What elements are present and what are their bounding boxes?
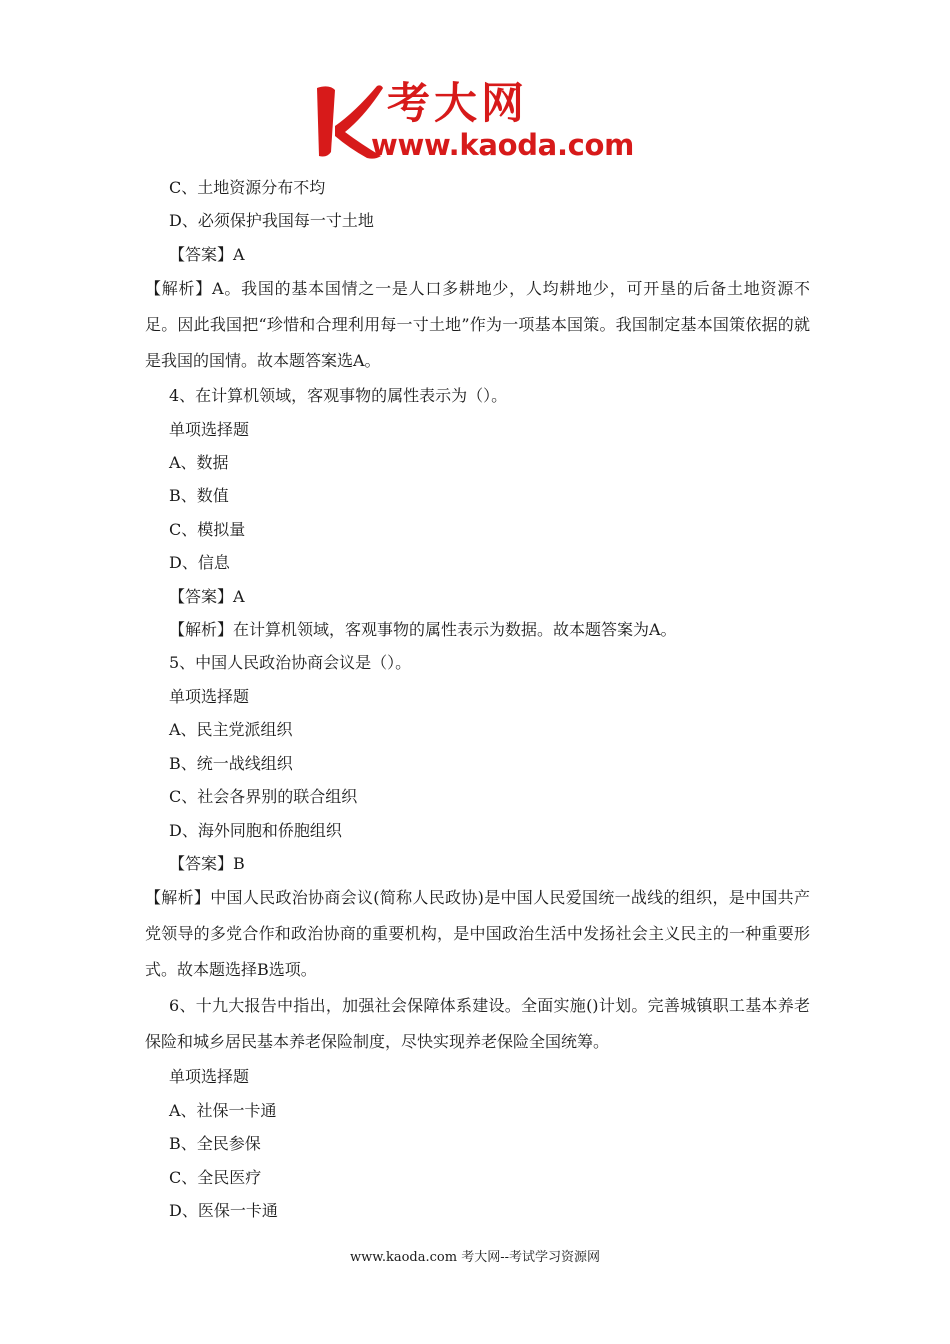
q4-option-a: A、数据 [169,453,229,473]
q5-option-b: B、统一战线组织 [169,753,293,773]
q5-option-d: D、海外同胞和侨胞组织 [169,820,342,840]
q5-analysis: 【解析】中国人民政治协商会议(简称人民政协)是中国人民爱国统一战线的组织，是中国共产党领导的多党合作和政治协商的重要机构，是中国政治生活中发扬社会主义民主的一种重要形式。故本题选择B选项。 [145,888,810,980]
logo-brand-name: 考大网 [387,79,528,129]
q3-option-d: D、必须保护我国每一寸土地 [169,211,374,231]
q4-answer: 【答案】A [169,586,245,606]
q6-option-c: C、全民医疗 [169,1167,262,1187]
q5-answer: 【答案】B [169,853,245,873]
q4-type: 单项选择题 [169,419,250,439]
document-body [145,171,810,1227]
q3-analysis: 【解析】A。我国的基本国情之一是人口多耕地少，人均耕地少，可开垦的后备土地资源不足。因此我国把“珍惜和合理利用每一寸土地”作为一项基本国策。我国制定基本国策依据的就是我国的国情。故本题答案选A。 [145,279,810,371]
kaoda-logo [315,80,640,162]
q3-answer: 【答案】A [169,244,245,264]
q5-stem: 5、中国人民政治协商会议是（）。 [169,653,412,673]
q5-type: 单项选择题 [169,686,250,706]
q4-stem: 4、在计算机领域，客观事物的属性表示为（）。 [169,386,508,406]
q6-stem: 6、十九大报告中指出，加强社会保障体系建设。全面实施()计划。完善城镇职工基本养老保险和城乡居民基本养老保险制度，尽快实现养老保险全国统筹。 [145,996,810,1052]
q4-analysis: 【解析】在计算机领域，客观事物的属性表示为数据。故本题答案为A。 [169,620,677,640]
q6-option-d: D、医保一卡通 [169,1200,278,1220]
q4-option-b: B、数值 [169,486,229,506]
page-footer: www.kaoda.com 考大网--考试学习资源网 [350,1250,600,1265]
q5-option-c: C、社会各界别的联合组织 [169,787,358,807]
q3-option-c: C、土地资源分布不均 [169,178,326,197]
q6-option-a: A、社保一卡通 [169,1100,277,1120]
q4-option-c: C、模拟量 [169,519,246,539]
logo-brand-url: www.kaoda.com [371,128,635,162]
q6-type: 单项选择题 [169,1067,250,1087]
q6-option-b: B、全民参保 [169,1134,261,1154]
q5-option-a: A、民主党派组织 [169,720,293,740]
q4-option-d: D、信息 [169,553,230,573]
